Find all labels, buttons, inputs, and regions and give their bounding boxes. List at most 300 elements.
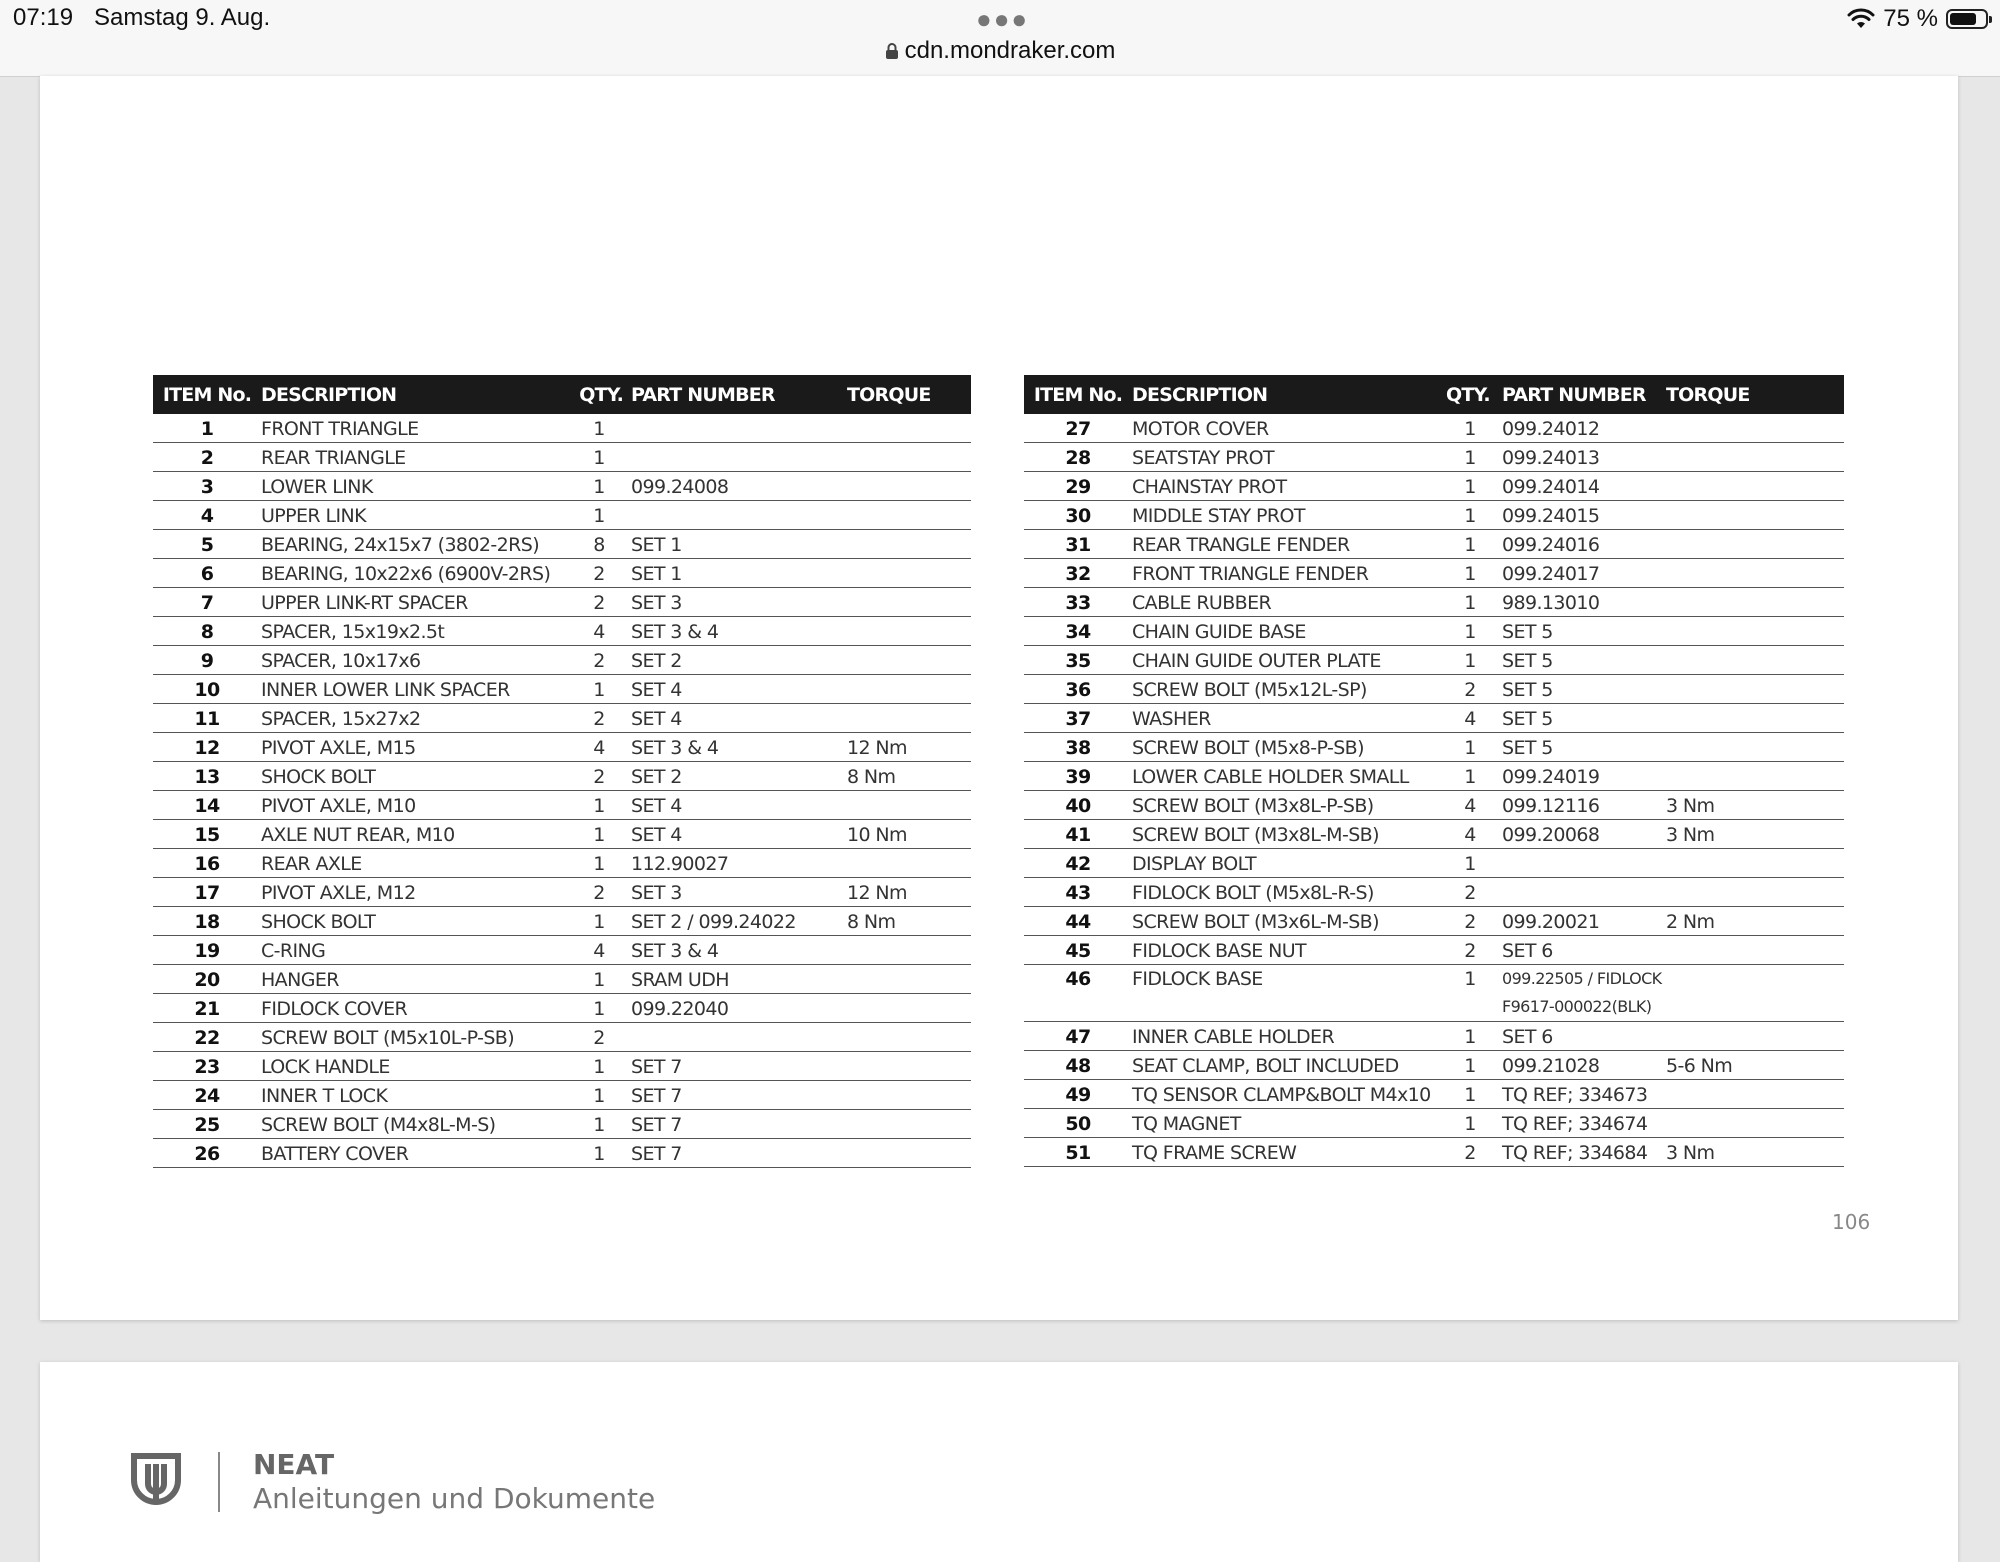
item-torque <box>1666 762 1844 791</box>
item-number: 40 <box>1024 791 1132 820</box>
item-qty: 4 <box>1446 704 1494 733</box>
item-qty: 4 <box>1446 820 1494 849</box>
battery-icon <box>1946 9 1988 29</box>
item-torque: 8 Nm <box>847 762 971 791</box>
table-row <box>153 878 971 907</box>
item-torque <box>1666 501 1844 530</box>
table-row <box>153 733 971 762</box>
item-number: 36 <box>1024 675 1132 704</box>
item-qty: 8 <box>567 530 631 559</box>
item-description: REAR TRANGLE FENDER <box>1132 530 1446 559</box>
item-part-number: SET 5 <box>1494 733 1666 762</box>
item-torque <box>1666 675 1844 704</box>
item-qty: 1 <box>1446 617 1494 646</box>
item-torque <box>1666 588 1844 617</box>
lock-icon <box>885 42 899 60</box>
item-number: 47 <box>1024 1022 1132 1051</box>
item-qty: 1 <box>567 472 631 501</box>
table-row <box>1024 646 1844 675</box>
item-description: DISPLAY BOLT <box>1132 849 1446 878</box>
table-row <box>1024 414 1844 443</box>
item-number: 15 <box>153 820 261 849</box>
item-number: 4 <box>153 501 261 530</box>
item-description: SCREW BOLT (M5x12L-SP) <box>1132 675 1446 704</box>
item-torque <box>847 675 971 704</box>
item-torque <box>1666 936 1844 965</box>
item-torque <box>1666 559 1844 588</box>
item-part-number: 099.21028 <box>1494 1051 1666 1080</box>
header-item-no: ITEM No. <box>1024 375 1132 414</box>
header-qty: QTY. <box>1446 375 1494 414</box>
item-torque <box>1666 849 1844 878</box>
part-number-line-2: F9617-000022(BLK) <box>1502 997 1652 1016</box>
table-row <box>1024 675 1844 704</box>
item-number: 43 <box>1024 878 1132 907</box>
item-number: 44 <box>1024 907 1132 936</box>
header-torque: TORQUE <box>1666 375 1844 414</box>
status-time: 07:19 <box>13 4 74 31</box>
item-number: 30 <box>1024 501 1132 530</box>
item-torque <box>1666 704 1844 733</box>
item-qty: 1 <box>567 907 631 936</box>
item-qty: 1 <box>1446 414 1494 443</box>
item-description: CABLE RUBBER <box>1132 588 1446 617</box>
item-description: SHOCK BOLT <box>261 907 567 936</box>
item-part-number: SET 5 <box>1494 704 1666 733</box>
header-description: DESCRIPTION <box>261 375 567 414</box>
item-number: 25 <box>153 1110 261 1139</box>
item-torque <box>1666 472 1844 501</box>
table-row <box>153 994 971 1023</box>
item-description: CHAIN GUIDE BASE <box>1132 617 1446 646</box>
item-qty: 1 <box>1446 559 1494 588</box>
item-qty: 1 <box>567 849 631 878</box>
table-row <box>153 1081 971 1110</box>
item-qty: 1 <box>567 965 631 994</box>
parts-table-left <box>153 375 971 1168</box>
item-qty: 2 <box>1446 675 1494 704</box>
item-qty: 1 <box>1446 733 1494 762</box>
table-row <box>153 1052 971 1081</box>
item-description: FIDLOCK BASE <box>1132 965 1446 1022</box>
item-qty: 2 <box>567 1023 631 1052</box>
url-text: cdn.mondraker.com <box>904 37 1116 64</box>
item-part-number: SET 3 <box>631 588 847 617</box>
item-description: BATTERY COVER <box>261 1139 567 1168</box>
item-torque <box>1666 1109 1844 1138</box>
header-part-number: PART NUMBER <box>631 375 847 414</box>
item-description: INNER CABLE HOLDER <box>1132 1022 1446 1051</box>
item-qty: 4 <box>567 617 631 646</box>
item-part-number: SET 2 / 099.24022 <box>631 907 847 936</box>
status-bar <box>0 0 2000 77</box>
item-part-number <box>631 1023 847 1052</box>
table-row <box>1024 1080 1844 1109</box>
item-description: SPACER, 15x19x2.5t <box>261 617 567 646</box>
table-row <box>1024 936 1844 965</box>
item-part-number: TQ REF; 334674 <box>1494 1109 1666 1138</box>
item-part-number: SRAM UDH <box>631 965 847 994</box>
page-number: 106 <box>1832 1210 1871 1234</box>
parts-table-right <box>1024 375 1844 1167</box>
table-row <box>1024 907 1844 936</box>
table-row <box>153 530 971 559</box>
item-description: UPPER LINK-RT SPACER <box>261 588 567 617</box>
item-part-number: 099.12116 <box>1494 791 1666 820</box>
item-number: 18 <box>153 907 261 936</box>
item-torque <box>847 791 971 820</box>
table-row <box>153 936 971 965</box>
item-qty: 2 <box>567 559 631 588</box>
item-qty: 1 <box>567 1081 631 1110</box>
table-header-row <box>1024 375 1844 414</box>
item-number: 1 <box>153 414 261 443</box>
item-description: MOTOR COVER <box>1132 414 1446 443</box>
item-description: REAR TRIANGLE <box>261 443 567 472</box>
table-row <box>1024 704 1844 733</box>
item-part-number: 099.24015 <box>1494 501 1666 530</box>
item-number: 2 <box>153 443 261 472</box>
item-description: SEAT CLAMP, BOLT INCLUDED <box>1132 1051 1446 1080</box>
item-qty: 1 <box>567 675 631 704</box>
item-number: 24 <box>153 1081 261 1110</box>
table-row <box>153 820 971 849</box>
item-number: 16 <box>153 849 261 878</box>
table-row <box>1024 1138 1844 1167</box>
item-part-number: SET 3 & 4 <box>631 733 847 762</box>
header-description: DESCRIPTION <box>1132 375 1446 414</box>
item-part-number: SET 6 <box>1494 936 1666 965</box>
item-qty: 1 <box>1446 646 1494 675</box>
item-qty: 2 <box>567 588 631 617</box>
table-row <box>153 965 971 994</box>
table-row <box>153 849 971 878</box>
item-part-number: SET 1 <box>631 559 847 588</box>
item-description: C-RING <box>261 936 567 965</box>
item-number: 19 <box>153 936 261 965</box>
item-torque <box>1666 965 1844 1022</box>
item-torque <box>847 849 971 878</box>
item-number: 41 <box>1024 820 1132 849</box>
item-number: 34 <box>1024 617 1132 646</box>
table-row <box>1024 820 1844 849</box>
mondraker-logo-icon <box>126 1450 186 1510</box>
item-torque <box>847 1052 971 1081</box>
item-qty: 1 <box>1446 472 1494 501</box>
item-description: SCREW BOLT (M4x8L-M-S) <box>261 1110 567 1139</box>
table-row <box>1024 501 1844 530</box>
item-number: 22 <box>153 1023 261 1052</box>
item-qty: 1 <box>1446 530 1494 559</box>
item-number: 48 <box>1024 1051 1132 1080</box>
item-torque: 10 Nm <box>847 820 971 849</box>
status-date: Samstag 9. Aug. <box>94 4 271 31</box>
table-row <box>1024 878 1844 907</box>
item-part-number: SET 4 <box>631 675 847 704</box>
item-part-number: SET 5 <box>1494 675 1666 704</box>
item-number: 46 <box>1024 965 1132 1022</box>
item-description: LOCK HANDLE <box>261 1052 567 1081</box>
item-torque <box>847 1081 971 1110</box>
table-row <box>153 588 971 617</box>
item-qty: 1 <box>567 1052 631 1081</box>
item-torque <box>1666 617 1844 646</box>
item-torque <box>847 559 971 588</box>
item-description: SPACER, 10x17x6 <box>261 646 567 675</box>
item-description: UPPER LINK <box>261 501 567 530</box>
item-part-number: SET 1 <box>631 530 847 559</box>
item-qty: 1 <box>1446 1080 1494 1109</box>
table-row <box>1024 530 1844 559</box>
item-description: SPACER, 15x27x2 <box>261 704 567 733</box>
item-number: 38 <box>1024 733 1132 762</box>
item-description: REAR AXLE <box>261 849 567 878</box>
item-description: SCREW BOLT (M5x8-P-SB) <box>1132 733 1446 762</box>
more-options-icon[interactable]: ●●● <box>976 4 1030 34</box>
item-number: 50 <box>1024 1109 1132 1138</box>
item-description: PIVOT AXLE, M10 <box>261 791 567 820</box>
item-description: SCREW BOLT (M5x10L-P-SB) <box>261 1023 567 1052</box>
document-page <box>40 76 1958 1320</box>
table-row <box>153 791 971 820</box>
table-row <box>1024 762 1844 791</box>
table-row <box>153 1023 971 1052</box>
item-number: 37 <box>1024 704 1132 733</box>
item-description: SCREW BOLT (M3x8L-P-SB) <box>1132 791 1446 820</box>
table-row <box>1024 965 1844 1022</box>
item-qty: 1 <box>567 443 631 472</box>
item-part-number: 989.13010 <box>1494 588 1666 617</box>
item-qty: 1 <box>1446 501 1494 530</box>
item-number: 5 <box>153 530 261 559</box>
item-part-number: SET 2 <box>631 646 847 675</box>
item-qty: 2 <box>1446 878 1494 907</box>
item-qty: 2 <box>1446 907 1494 936</box>
item-qty: 1 <box>1446 849 1494 878</box>
item-description: CHAINSTAY PROT <box>1132 472 1446 501</box>
item-torque <box>847 530 971 559</box>
item-part-number: SET 4 <box>631 704 847 733</box>
brand-title: NEAT <box>253 1448 335 1481</box>
header-part-number: PART NUMBER <box>1494 375 1666 414</box>
item-number: 3 <box>153 472 261 501</box>
item-part-number: SET 7 <box>631 1110 847 1139</box>
item-description: TQ SENSOR CLAMP&BOLT M4x10 <box>1132 1080 1446 1109</box>
item-torque: 12 Nm <box>847 878 971 907</box>
item-number: 23 <box>153 1052 261 1081</box>
item-part-number: SET 5 <box>1494 617 1666 646</box>
item-number: 17 <box>153 878 261 907</box>
item-torque: 12 Nm <box>847 733 971 762</box>
address-bar[interactable] <box>0 37 2000 65</box>
item-number: 32 <box>1024 559 1132 588</box>
item-part-number: 099.24013 <box>1494 443 1666 472</box>
item-number: 9 <box>153 646 261 675</box>
item-part-number: SET 3 <box>631 878 847 907</box>
item-part-number: TQ REF; 334673 <box>1494 1080 1666 1109</box>
item-description: WASHER <box>1132 704 1446 733</box>
item-torque <box>1666 646 1844 675</box>
item-part-number: 099.24008 <box>631 472 847 501</box>
item-part-number: SET 3 & 4 <box>631 936 847 965</box>
table-row <box>153 617 971 646</box>
item-part-number: 099.24019 <box>1494 762 1666 791</box>
item-description: SEATSTAY PROT <box>1132 443 1446 472</box>
item-part-number <box>631 414 847 443</box>
item-part-number <box>1494 849 1666 878</box>
item-part-number: SET 5 <box>1494 646 1666 675</box>
item-number: 33 <box>1024 588 1132 617</box>
item-torque <box>847 501 971 530</box>
item-number: 7 <box>153 588 261 617</box>
item-description: FIDLOCK BOLT (M5x8L-R-S) <box>1132 878 1446 907</box>
item-qty: 4 <box>1446 791 1494 820</box>
item-torque: 2 Nm <box>1666 907 1844 936</box>
table-row <box>1024 1051 1844 1080</box>
item-description: AXLE NUT REAR, M10 <box>261 820 567 849</box>
brand-subtitle: Anleitungen und Dokumente <box>253 1482 656 1515</box>
header-qty: QTY. <box>567 375 631 414</box>
item-description: CHAIN GUIDE OUTER PLATE <box>1132 646 1446 675</box>
table-row <box>1024 849 1844 878</box>
item-torque <box>847 414 971 443</box>
item-qty: 1 <box>1446 1022 1494 1051</box>
item-part-number: 099.20021 <box>1494 907 1666 936</box>
item-qty: 4 <box>567 936 631 965</box>
item-description: INNER LOWER LINK SPACER <box>261 675 567 704</box>
item-qty: 2 <box>567 878 631 907</box>
item-description: PIVOT AXLE, M15 <box>261 733 567 762</box>
item-number: 20 <box>153 965 261 994</box>
item-number: 10 <box>153 675 261 704</box>
item-torque <box>847 443 971 472</box>
table-row <box>1024 472 1844 501</box>
header-item-no: ITEM No. <box>153 375 261 414</box>
battery-percent: 75 % <box>1883 5 1938 32</box>
item-torque <box>847 472 971 501</box>
item-torque <box>1666 414 1844 443</box>
item-description: TQ FRAME SCREW <box>1132 1138 1446 1167</box>
item-number: 14 <box>153 791 261 820</box>
item-description: FIDLOCK BASE NUT <box>1132 936 1446 965</box>
item-part-number: 099.24017 <box>1494 559 1666 588</box>
item-qty: 1 <box>567 501 631 530</box>
item-qty: 1 <box>1446 1109 1494 1138</box>
table-row <box>153 704 971 733</box>
item-part-number <box>1494 878 1666 907</box>
brand-divider <box>218 1452 220 1512</box>
item-number: 12 <box>153 733 261 762</box>
item-qty: 1 <box>567 994 631 1023</box>
item-torque <box>847 1139 971 1168</box>
item-torque <box>847 1110 971 1139</box>
item-description: FRONT TRIANGLE <box>261 414 567 443</box>
item-number: 35 <box>1024 646 1132 675</box>
item-description: FRONT TRIANGLE FENDER <box>1132 559 1446 588</box>
table-row <box>153 646 971 675</box>
item-qty: 1 <box>567 820 631 849</box>
item-torque <box>1666 530 1844 559</box>
item-qty: 1 <box>1446 762 1494 791</box>
item-description: SHOCK BOLT <box>261 762 567 791</box>
part-number-line-1: 099.22505 / FIDLOCK <box>1502 969 1662 988</box>
item-number: 8 <box>153 617 261 646</box>
item-description: BEARING, 10x22x6 (6900V-2RS) <box>261 559 567 588</box>
status-right <box>1847 4 1988 34</box>
item-torque <box>1666 443 1844 472</box>
item-qty: 1 <box>567 1110 631 1139</box>
table-row <box>1024 617 1844 646</box>
item-description: INNER T LOCK <box>261 1081 567 1110</box>
item-part-number: 099.22040 <box>631 994 847 1023</box>
item-qty: 1 <box>567 414 631 443</box>
item-part-number: 099.24012 <box>1494 414 1666 443</box>
item-qty: 2 <box>567 646 631 675</box>
item-torque <box>847 617 971 646</box>
item-description: LOWER CABLE HOLDER SMALL <box>1132 762 1446 791</box>
item-qty: 1 <box>1446 965 1494 1022</box>
item-description: HANGER <box>261 965 567 994</box>
table-row <box>153 472 971 501</box>
item-torque: 3 Nm <box>1666 791 1844 820</box>
item-qty: 2 <box>1446 1138 1494 1167</box>
item-qty: 1 <box>1446 443 1494 472</box>
item-torque <box>847 704 971 733</box>
item-description: BEARING, 24x15x7 (3802-2RS) <box>261 530 567 559</box>
item-description: LOWER LINK <box>261 472 567 501</box>
item-torque <box>1666 1080 1844 1109</box>
item-torque: 8 Nm <box>847 907 971 936</box>
item-number: 11 <box>153 704 261 733</box>
item-description: FIDLOCK COVER <box>261 994 567 1023</box>
item-part-number: SET 7 <box>631 1139 847 1168</box>
table-row <box>1024 559 1844 588</box>
item-torque <box>1666 1022 1844 1051</box>
item-number: 6 <box>153 559 261 588</box>
item-part-number: SET 7 <box>631 1081 847 1110</box>
item-qty: 4 <box>567 733 631 762</box>
table-row <box>153 443 971 472</box>
item-qty: 1 <box>567 1139 631 1168</box>
item-torque: 5-6 Nm <box>1666 1051 1844 1080</box>
item-qty: 1 <box>1446 1051 1494 1080</box>
item-number: 26 <box>153 1139 261 1168</box>
table-header-row <box>153 375 971 414</box>
table-row <box>153 559 971 588</box>
item-number: 49 <box>1024 1080 1132 1109</box>
item-qty: 2 <box>1446 936 1494 965</box>
table-row <box>1024 1022 1844 1051</box>
item-torque <box>847 936 971 965</box>
item-torque <box>847 646 971 675</box>
table-row <box>1024 1109 1844 1138</box>
item-description: SCREW BOLT (M3x6L-M-SB) <box>1132 907 1446 936</box>
item-torque <box>847 965 971 994</box>
item-part-number: 099.20068 <box>1494 820 1666 849</box>
item-number: 27 <box>1024 414 1132 443</box>
item-number: 39 <box>1024 762 1132 791</box>
item-description: PIVOT AXLE, M12 <box>261 878 567 907</box>
table-row <box>1024 588 1844 617</box>
table-row <box>153 762 971 791</box>
table-row <box>153 675 971 704</box>
item-qty: 1 <box>567 791 631 820</box>
item-part-number: 099.24014 <box>1494 472 1666 501</box>
table-row <box>153 1139 971 1168</box>
item-part-number: SET 6 <box>1494 1022 1666 1051</box>
item-number: 29 <box>1024 472 1132 501</box>
table-row <box>153 907 971 936</box>
